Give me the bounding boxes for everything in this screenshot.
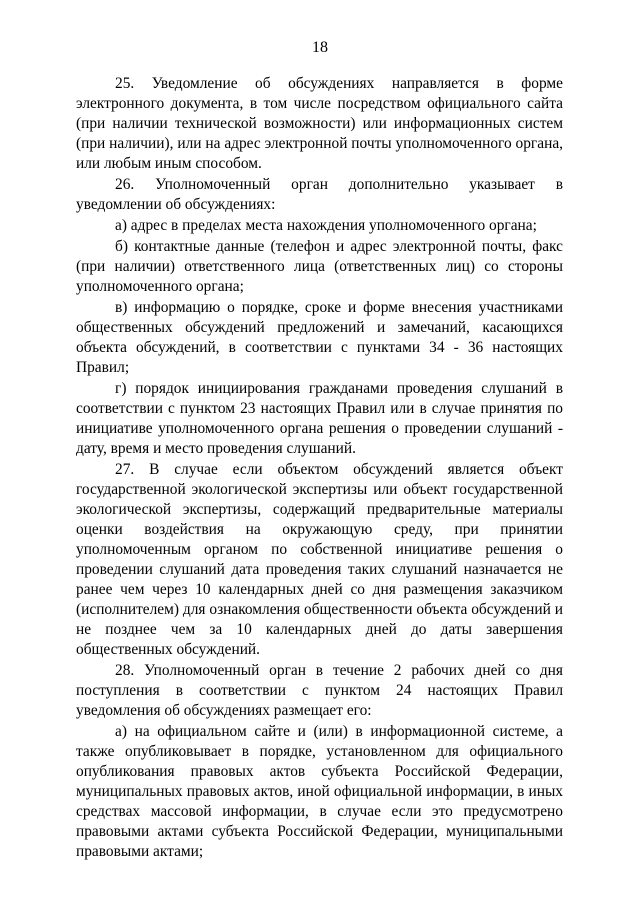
paragraph-26: 26. Уполномоченный орган дополнительно указывает в уведомлении об обсуждениях: [76,176,563,213]
paragraph-26-a: а) адрес в пределах места нахождения уполномоченного органа; [115,217,537,234]
paragraph-25: 25. Уведомление об обсуждениях направляется в форме электронного документа, в том числе посредством официального сайта (при наличии технической возможности) или информационных систем (при наличии), или на адрес электронной почты уполномоченного органа, или любым иным способом. [76,75,563,172]
paragraph-26-v: в) информацию о порядке, сроке и форме внесения участниками общественных обсуждений предложений и замечаний, касающихся объекта обсуждений, в соответствии с пунктами 34 - 36 настоящих Правил; [76,299,563,376]
paragraph-28: 28. Уполномоченный орган в течение 2 рабочих дней со дня поступления в соответствии с пунктом 24 настоящих Правил уведомления об обсуждениях размещает его: [76,662,563,719]
paragraph-28-a: а) на официальном сайте и (или) в информационной системе, а также опубликовывает в порядке, установленном для официального опубликования правовых актов субъекта Российской Федерации, муниципальных правовых актов, иной официальной информации, в иных средствах массовой информации, в случае если это предусмотрено правовыми актами субъекта Российской Федерации, муниципальными правовыми актами; [76,723,563,860]
paragraph-26-g: г) порядок инициирования гражданами проведения слушаний в соответствии с пунктом 23 настоящих Правил или в случае принятия по инициативе уполномоченного органа решения о проведении слушаний - дату, время и место проведения слушаний. [76,380,563,457]
paragraph-26-b: б) контактные данные (телефон и адрес электронной почты, факс (при наличии) ответственного лица (ответственных лиц) со стороны уполномоченного органа; [76,238,563,295]
page-number: 18 [312,39,328,56]
document-body [76,74,563,863]
paragraph-27: 27. В случае если объектом обсуждений является объект государственной экологической экспертизы или объект государственной экологической экспертизы, содержащий предварительные материалы оценки воздействия на окружающую среду, при принятии уполномоченным органом по собственной инициативе решения о проведении слушаний дата проведения таких слушаний назначается не ранее чем через 10 календарных дней со дня размещения заказчиком (исполнителем) для ознакомления общественности объекта обсуждений и не позднее чем за 10 календарных дней до даты завершения общественных обсуждений. [76,461,563,658]
